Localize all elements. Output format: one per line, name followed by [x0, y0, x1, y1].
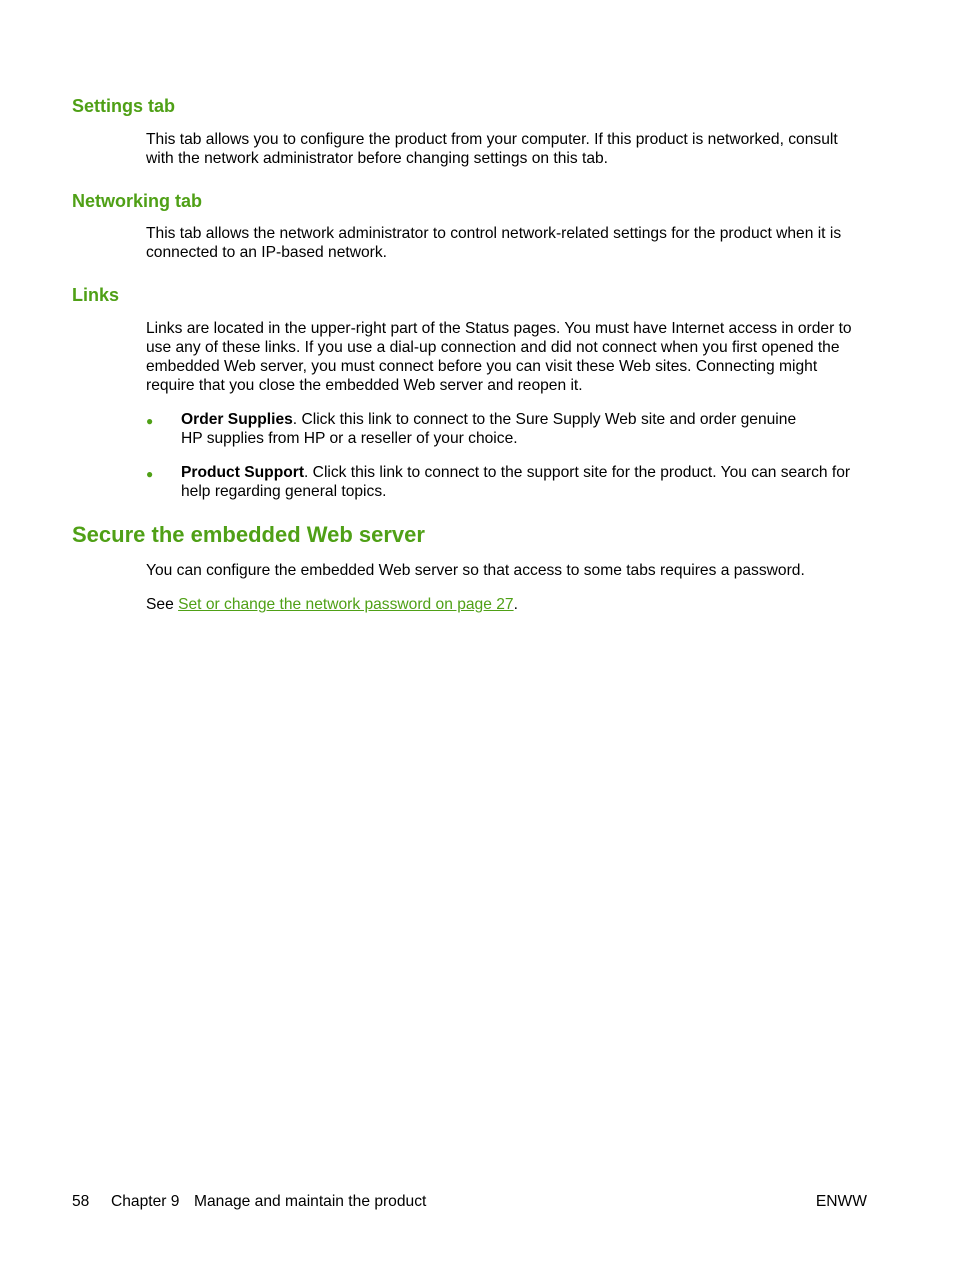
list-item-text: . Click this link to connect to the Sure Supply Web site and order genuine — [292, 411, 797, 428]
text-line: You can configure the embedded Web server so that access to some tabs requires a password. — [146, 562, 805, 579]
settings-tab-paragraph — [146, 130, 876, 168]
text-line: embedded Web server, you must connect before you can visit these Web sites. Connecting might — [146, 358, 818, 375]
networking-tab-heading: Networking tab — [72, 191, 203, 211]
links-heading: Links — [72, 285, 120, 305]
list-item-order-supplies — [181, 410, 881, 448]
settings-tab-heading: Settings tab — [72, 96, 176, 116]
page-number: 58 — [72, 1193, 90, 1210]
list-item-product-support — [181, 463, 881, 501]
list-item-text: help regarding general topics. — [181, 483, 387, 500]
networking-tab-paragraph — [146, 224, 876, 262]
list-item-term: Product Support — [181, 464, 305, 481]
network-password-link[interactable]: Set or change the network password on page 27 — [178, 596, 514, 613]
footer-chapter: Chapter 9 — [111, 1193, 180, 1210]
bullet-icon: ● — [146, 467, 154, 481]
bullet-icon: ● — [146, 414, 154, 428]
list-item-text: HP supplies from HP or a reseller of your choice. — [181, 430, 518, 447]
text-line: Links are located in the upper-right part of the Status pages. You must have Internet access in order to — [146, 320, 852, 337]
footer-chapter-title: Manage and maintain the product — [194, 1193, 427, 1210]
secure-server-heading: Secure the embedded Web server — [72, 522, 425, 547]
footer-enww: ENWW — [815, 1193, 867, 1210]
text-line: require that you close the embedded Web server and reopen it. — [146, 377, 583, 394]
see-reference — [146, 595, 876, 614]
links-paragraph — [146, 319, 876, 395]
list-item-text: . Click this link to connect to the support site for the product. You can search for — [304, 464, 851, 481]
text-line: with the network administrator before changing settings on this tab. — [146, 150, 609, 167]
secure-server-paragraph — [146, 561, 876, 580]
text-line: This tab allows you to configure the product from your computer. If this product is networked, consult — [146, 131, 838, 148]
text-line: connected to an IP-based network. — [146, 244, 387, 261]
text-line: use any of these links. If you use a dial-up connection and did not connect when you first opened the — [146, 339, 840, 356]
text-line: This tab allows the network administrator to control network-related settings for the product when it is — [146, 225, 842, 242]
list-item-term: Order Supplies — [181, 411, 293, 428]
see-suffix: . — [513, 596, 518, 613]
see-prefix: See — [146, 596, 179, 613]
